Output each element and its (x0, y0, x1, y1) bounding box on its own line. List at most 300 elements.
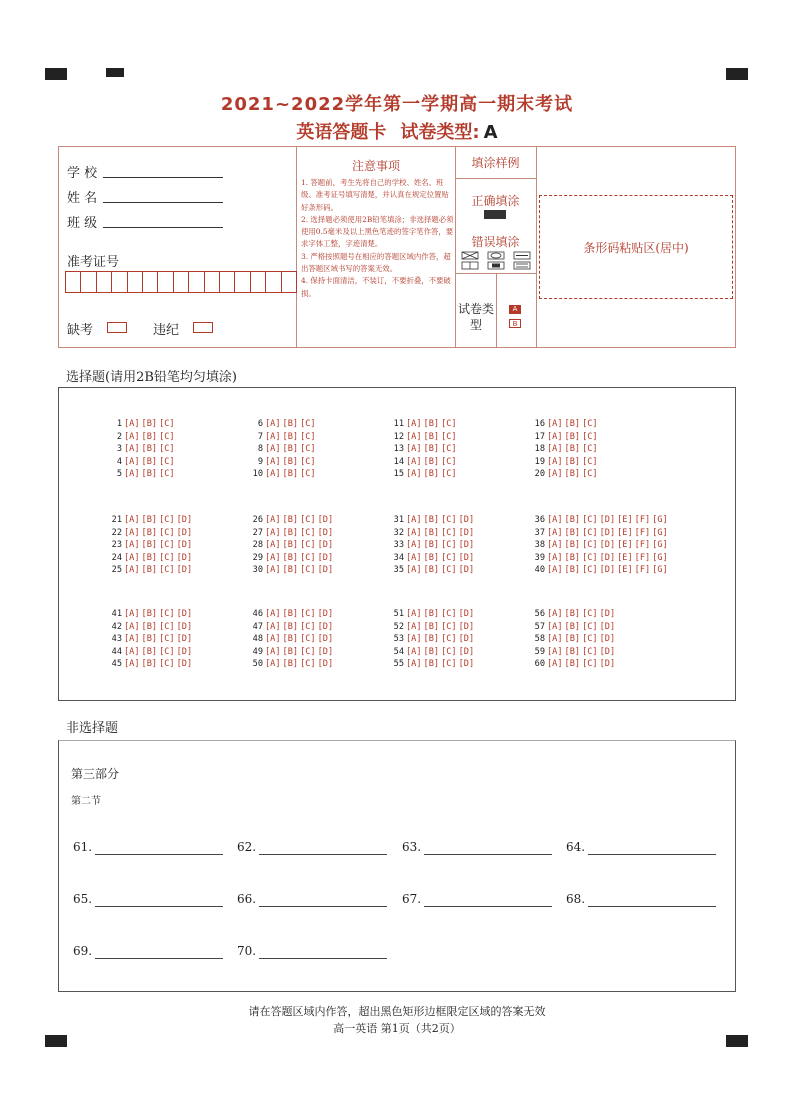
answer-bubble-b[interactable]: [B] (282, 419, 299, 429)
answer-blank[interactable] (73, 944, 92, 958)
answer-bubble-b[interactable]: [B] (282, 659, 299, 670)
answer-bubble-a[interactable]: [A] (124, 659, 140, 670)
answer-bubble-b[interactable]: [B] (564, 456, 581, 467)
question-row (386, 418, 459, 431)
question-group (245, 514, 335, 577)
answer-bubble-b[interactable]: [B] (282, 527, 299, 538)
answer-bubble-a[interactable]: [A] (547, 659, 563, 670)
answer-bubble-a[interactable]: [A] (124, 527, 140, 538)
answer-bubble-a[interactable]: [A] (406, 515, 422, 525)
question-group (245, 608, 335, 671)
question-number: 23 (111, 540, 122, 551)
answer-bubble-c[interactable]: [C] (582, 527, 598, 538)
answer-bubble-b[interactable]: [B] (564, 565, 581, 576)
correct-fill-label: 正确填涂 (471, 194, 520, 208)
blank-number: 69. (73, 944, 93, 958)
question-number: 36 (534, 515, 545, 525)
answer-bubble-a[interactable]: [A] (124, 540, 140, 551)
answer-bubble-b[interactable]: [B] (141, 469, 158, 480)
answer-bubble-a[interactable]: [A] (547, 621, 563, 632)
answer-bubble-c[interactable]: [C] (159, 634, 175, 645)
answer-bubble-d[interactable]: [D] (599, 621, 616, 632)
answer-bubble-d[interactable]: [D] (176, 659, 193, 670)
answer-bubble-a[interactable]: [A] (265, 515, 281, 525)
answer-bubble-c[interactable]: [C] (300, 469, 316, 480)
answer-bubble-d[interactable]: [D] (599, 634, 616, 645)
answer-bubble-g[interactable]: [G] (652, 540, 668, 551)
answer-bubble-d[interactable]: [D] (317, 515, 334, 525)
answer-bubble-a[interactable]: [A] (406, 527, 422, 538)
answer-bubble-b[interactable]: [B] (141, 527, 158, 538)
answer-bubble-d[interactable]: [D] (317, 527, 334, 538)
answer-bubble-c[interactable]: [C] (441, 469, 457, 480)
answer-bubble-d[interactable]: [D] (458, 659, 475, 670)
answer-bubble-c[interactable]: [C] (441, 621, 457, 632)
answer-blank[interactable] (237, 840, 256, 854)
class-field[interactable] (103, 227, 223, 228)
answer-bubble-d[interactable]: [D] (176, 552, 193, 563)
answer-bubble-a[interactable]: [A] (547, 634, 563, 645)
answer-bubble-c[interactable]: [C] (300, 565, 316, 576)
answer-bubble-b[interactable]: [B] (564, 552, 581, 563)
answer-bubble-a[interactable]: [A] (265, 634, 281, 645)
answer-bubble-c[interactable]: [C] (582, 419, 598, 429)
answer-bubble-b[interactable]: [B] (282, 456, 299, 467)
answer-bubble-a[interactable]: [A] (124, 469, 140, 480)
answer-bubble-f[interactable]: [F] (634, 527, 651, 538)
answer-bubble-c[interactable]: [C] (582, 552, 598, 563)
answer-bubble-c[interactable]: [C] (441, 565, 457, 576)
answer-bubble-c[interactable]: [C] (159, 552, 175, 563)
answer-bubble-d[interactable]: [D] (317, 609, 334, 619)
answer-bubble-b[interactable]: [B] (423, 552, 440, 563)
answer-bubble-b[interactable]: [B] (423, 646, 440, 657)
answer-bubble-d[interactable]: [D] (317, 621, 334, 632)
answer-bubble-b[interactable]: [B] (282, 469, 299, 480)
answer-bubble-g[interactable]: [G] (652, 527, 668, 538)
answer-bubble-b[interactable]: [B] (141, 552, 158, 563)
answer-bubble-c[interactable]: [C] (159, 527, 175, 538)
answer-bubble-e[interactable]: [E] (617, 565, 633, 576)
answer-bubble-d[interactable]: [D] (599, 515, 616, 525)
answer-bubble-c[interactable]: [C] (441, 609, 457, 619)
answer-bubble-c[interactable]: [C] (441, 456, 457, 467)
answer-bubble-c[interactable]: [C] (582, 515, 598, 525)
answer-bubble-d[interactable]: [D] (458, 527, 475, 538)
answer-bubble-d[interactable]: [D] (458, 540, 475, 551)
answer-bubble-d[interactable]: [D] (317, 646, 334, 657)
answer-bubble-b[interactable]: [B] (564, 527, 581, 538)
answer-bubble-b[interactable]: [B] (141, 431, 158, 442)
question-number: 31 (393, 515, 404, 525)
answer-bubble-b[interactable]: [B] (423, 444, 440, 455)
answer-bubble-c[interactable]: [C] (300, 540, 316, 551)
answer-bubble-b[interactable]: [B] (423, 469, 440, 480)
answer-bubble-f[interactable]: [F] (634, 552, 651, 563)
answer-bubble-c[interactable]: [C] (159, 456, 175, 467)
answer-bubble-c[interactable]: [C] (441, 431, 457, 442)
question-row (527, 527, 670, 540)
question-number: 6 (257, 419, 263, 429)
answer-bubble-c[interactable]: [C] (300, 552, 316, 563)
answer-bubble-c[interactable]: [C] (159, 431, 175, 442)
answer-bubble-a[interactable]: [A] (406, 444, 422, 455)
answer-bubble-c[interactable]: [C] (300, 515, 316, 525)
answer-bubble-c[interactable]: [C] (159, 609, 175, 619)
answer-bubble-c[interactable]: [C] (582, 456, 598, 467)
answer-blank[interactable] (237, 892, 256, 906)
answer-blank[interactable] (73, 892, 92, 906)
question-row (104, 658, 194, 671)
answer-bubble-a[interactable]: [A] (406, 469, 422, 480)
answer-bubble-d[interactable]: [D] (317, 552, 334, 563)
answer-bubble-b[interactable]: [B] (423, 634, 440, 645)
answer-bubble-d[interactable]: [D] (176, 565, 193, 576)
nonchoice-section-title: 非选择题 (66, 721, 119, 736)
answer-bubble-e[interactable]: [E] (617, 540, 633, 551)
answer-bubble-a[interactable]: [A] (124, 515, 140, 525)
answer-bubble-b[interactable]: [B] (141, 540, 158, 551)
answer-bubble-b[interactable]: [B] (141, 659, 158, 670)
answer-bubble-d[interactable]: [D] (317, 634, 334, 645)
answer-bubble-b[interactable]: [B] (423, 659, 440, 670)
answer-bubble-b[interactable]: [B] (282, 540, 299, 551)
answer-bubble-b[interactable]: [B] (282, 552, 299, 563)
answer-bubble-d[interactable]: [D] (599, 540, 616, 551)
answer-bubble-c[interactable]: [C] (441, 527, 457, 538)
answer-bubble-b[interactable]: [B] (141, 444, 158, 455)
answer-bubble-a[interactable]: [A] (547, 444, 563, 455)
answer-bubble-a[interactable]: [A] (265, 621, 281, 632)
answer-bubble-a[interactable]: [A] (547, 456, 563, 467)
answer-bubble-d[interactable]: [D] (458, 634, 475, 645)
question-row (245, 658, 335, 671)
answer-bubble-d[interactable]: [D] (317, 659, 334, 670)
name-field[interactable] (103, 202, 223, 203)
answer-bubble-a[interactable]: [A] (265, 565, 281, 576)
answer-bubble-d[interactable]: [D] (176, 515, 193, 525)
answer-bubble-b[interactable]: [B] (282, 565, 299, 576)
answer-bubble-a[interactable]: [A] (265, 456, 281, 467)
answer-bubble-a[interactable]: [A] (547, 552, 563, 563)
school-field[interactable] (103, 177, 223, 178)
question-row (527, 552, 670, 565)
question-number: 33 (393, 540, 404, 551)
question-number: 16 (534, 419, 545, 429)
answer-bubble-c[interactable]: [C] (300, 431, 316, 442)
answer-bubble-b[interactable]: [B] (564, 419, 581, 429)
answer-bubble-b[interactable]: [B] (564, 515, 581, 525)
paper-type-b-box[interactable]: B (509, 319, 521, 328)
answer-bubble-c[interactable]: [C] (159, 565, 175, 576)
answer-bubble-d[interactable]: [D] (458, 565, 475, 576)
answer-bubble-b[interactable]: [B] (282, 621, 299, 632)
answer-bubble-c[interactable]: [C] (159, 659, 175, 670)
answer-bubble-b[interactable]: [B] (282, 515, 299, 525)
answer-blank[interactable] (402, 892, 421, 906)
answer-bubble-b[interactable]: [B] (141, 621, 158, 632)
question-row (386, 539, 476, 552)
answer-bubble-b[interactable]: [B] (423, 540, 440, 551)
answer-bubble-a[interactable]: [A] (406, 552, 422, 563)
answer-bubble-c[interactable]: [C] (441, 444, 457, 455)
answer-bubble-c[interactable]: [C] (159, 646, 175, 657)
answer-bubble-b[interactable]: [B] (282, 646, 299, 657)
question-number: 4 (116, 456, 122, 467)
question-row (104, 621, 194, 634)
question-number: 12 (393, 431, 404, 442)
answer-bubble-d[interactable]: [D] (176, 540, 193, 551)
answer-bubble-b[interactable]: [B] (564, 609, 581, 619)
answer-bubble-a[interactable]: [A] (265, 469, 281, 480)
answer-bubble-b[interactable]: [B] (564, 621, 581, 632)
answer-bubble-d[interactable]: [D] (599, 609, 616, 619)
answer-bubble-c[interactable]: [C] (300, 659, 316, 670)
answer-bubble-c[interactable]: [C] (441, 634, 457, 645)
answer-bubble-b[interactable]: [B] (423, 431, 440, 442)
answer-bubble-a[interactable]: [A] (265, 552, 281, 563)
answer-bubble-b[interactable]: [B] (564, 659, 581, 670)
answer-bubble-b[interactable]: [B] (564, 444, 581, 455)
answer-bubble-d[interactable]: [D] (599, 565, 616, 576)
answer-bubble-a[interactable]: [A] (265, 431, 281, 442)
answer-bubble-a[interactable]: [A] (265, 540, 281, 551)
answer-bubble-d[interactable]: [D] (176, 609, 193, 619)
answer-bubble-b[interactable]: [B] (282, 431, 299, 442)
answer-bubble-a[interactable]: [A] (265, 609, 281, 619)
answer-bubble-d[interactable]: [D] (458, 621, 475, 632)
answer-bubble-c[interactable]: [C] (582, 540, 598, 551)
answer-bubble-b[interactable]: [B] (423, 609, 440, 619)
answer-bubble-a[interactable]: [A] (124, 456, 140, 467)
question-row (245, 418, 318, 431)
answer-bubble-a[interactable]: [A] (406, 456, 422, 467)
answer-bubble-c[interactable]: [C] (300, 527, 316, 538)
answer-bubble-b[interactable]: [B] (282, 444, 299, 455)
answer-bubble-a[interactable]: [A] (406, 431, 422, 442)
answer-bubble-b[interactable]: [B] (141, 419, 158, 429)
answer-bubble-c[interactable]: [C] (300, 621, 316, 632)
header-panel (58, 146, 736, 348)
answer-bubble-c[interactable]: [C] (300, 419, 316, 429)
question-number: 22 (111, 527, 122, 538)
answer-bubble-a[interactable]: [A] (406, 419, 422, 429)
answer-bubble-a[interactable]: [A] (406, 646, 422, 657)
answer-blank[interactable] (73, 840, 92, 854)
exam-id-boxes[interactable] (65, 271, 297, 293)
question-group (386, 608, 476, 671)
answer-bubble-d[interactable]: [D] (176, 634, 193, 645)
answer-bubble-c[interactable]: [C] (582, 469, 598, 480)
question-row (245, 443, 318, 456)
answer-bubble-c[interactable]: [C] (582, 621, 598, 632)
answer-bubble-a[interactable]: [A] (265, 527, 281, 538)
answer-bubble-c[interactable]: [C] (582, 659, 598, 670)
answer-bubble-d[interactable]: [D] (599, 552, 616, 563)
answer-bubble-d[interactable]: [D] (458, 609, 475, 619)
answer-bubble-b[interactable]: [B] (141, 565, 158, 576)
answer-bubble-b[interactable]: [B] (564, 431, 581, 442)
answer-bubble-c[interactable]: [C] (582, 609, 598, 619)
answer-bubble-c[interactable]: [C] (159, 469, 175, 480)
note-item: 4. 保持卡面清洁，不装订，不要折叠，不要破损。 (301, 276, 451, 298)
answer-bubble-c[interactable]: [C] (159, 419, 175, 429)
answer-bubble-a[interactable]: [A] (124, 646, 140, 657)
answer-bubble-a[interactable]: [A] (547, 469, 563, 480)
question-number: 14 (393, 456, 404, 467)
answer-bubble-a[interactable]: [A] (124, 444, 140, 455)
timing-mark (45, 1035, 67, 1047)
answer-bubble-a[interactable]: [A] (265, 659, 281, 670)
answer-bubble-d[interactable]: [D] (176, 646, 193, 657)
answer-bubble-c[interactable]: [C] (441, 552, 457, 563)
question-row (386, 633, 476, 646)
answer-bubble-c[interactable]: [C] (300, 634, 316, 645)
answer-bubble-a[interactable]: [A] (124, 609, 140, 619)
answer-bubble-c[interactable]: [C] (582, 431, 598, 442)
answer-bubble-a[interactable]: [A] (547, 565, 563, 576)
question-row (527, 608, 617, 621)
answer-bubble-f[interactable]: [F] (634, 515, 651, 525)
answer-bubble-a[interactable]: [A] (547, 527, 563, 538)
answer-bubble-c[interactable]: [C] (582, 444, 598, 455)
answer-bubble-d[interactable]: [D] (176, 527, 193, 538)
answer-bubble-a[interactable]: [A] (265, 419, 281, 429)
answer-bubble-a[interactable]: [A] (124, 621, 140, 632)
question-number: 5 (116, 469, 122, 480)
question-row (386, 552, 476, 565)
page-number: 高一英语 第1页（共2页） (333, 1022, 461, 1035)
answer-bubble-a[interactable]: [A] (406, 621, 422, 632)
answer-bubble-b[interactable]: [B] (282, 609, 299, 619)
question-number: 28 (252, 540, 263, 551)
answer-bubble-a[interactable]: [A] (547, 646, 563, 657)
note-item: 2. 选择题必须使用2B铅笔填涂；非选择题必须使用0.5毫米及以上黑色笔迹的签字笔作答，要求字体工整，字迹清楚。 (301, 214, 454, 249)
answer-bubble-a[interactable]: [A] (124, 634, 140, 645)
answer-bubble-d[interactable]: [D] (458, 515, 475, 525)
answer-bubble-c[interactable]: [C] (300, 609, 316, 619)
answer-bubble-c[interactable]: [C] (441, 646, 457, 657)
answer-bubble-c[interactable]: [C] (159, 515, 175, 525)
question-row (386, 608, 476, 621)
answer-bubble-a[interactable]: [A] (124, 431, 140, 442)
question-number: 7 (257, 431, 263, 442)
paper-type-value: A (483, 122, 498, 143)
answer-bubble-g[interactable]: [G] (652, 552, 668, 563)
answer-bubble-c[interactable]: [C] (582, 646, 598, 657)
answer-bubble-d[interactable]: [D] (458, 552, 475, 563)
answer-bubble-e[interactable]: [E] (617, 515, 633, 525)
answer-bubble-b[interactable]: [B] (564, 634, 581, 645)
answer-bubble-a[interactable]: [A] (547, 431, 563, 442)
answer-bubble-b[interactable]: [B] (141, 456, 158, 467)
question-group (104, 418, 177, 481)
answer-bubble-d[interactable]: [D] (599, 659, 616, 670)
answer-bubble-c[interactable]: [C] (582, 634, 598, 645)
absent-box[interactable] (107, 322, 127, 333)
answer-bubble-b[interactable]: [B] (423, 515, 440, 525)
paper-type-a-box[interactable]: A (509, 305, 521, 314)
answer-blank[interactable] (566, 840, 585, 854)
answer-bubble-d[interactable]: [D] (458, 646, 475, 657)
answer-bubble-b[interactable]: [B] (564, 646, 581, 657)
part-title: 第三部分 (71, 767, 120, 781)
answer-bubble-c[interactable]: [C] (441, 659, 457, 670)
answer-bubble-c[interactable]: [C] (300, 444, 316, 455)
answer-bubble-c[interactable]: [C] (159, 621, 175, 632)
answer-bubble-a[interactable]: [A] (547, 540, 563, 551)
answer-bubble-b[interactable]: [B] (282, 634, 299, 645)
answer-bubble-a[interactable]: [A] (406, 540, 422, 551)
answer-bubble-c[interactable]: [C] (441, 419, 457, 429)
answer-blank[interactable] (402, 840, 421, 854)
answer-bubble-b[interactable]: [B] (141, 634, 158, 645)
question-number: 17 (534, 431, 545, 442)
answer-bubble-a[interactable]: [A] (547, 515, 563, 525)
answer-bubble-a[interactable]: [A] (124, 419, 140, 429)
answer-blank[interactable] (566, 892, 585, 906)
answer-bubble-d[interactable]: [D] (176, 621, 193, 632)
answer-bubble-g[interactable]: [G] (652, 565, 668, 576)
answer-bubble-f[interactable]: [F] (634, 565, 651, 576)
answer-bubble-g[interactable]: [G] (652, 515, 668, 525)
question-group (245, 418, 318, 481)
answer-bubble-c[interactable]: [C] (441, 540, 457, 551)
violation-box[interactable] (193, 322, 213, 333)
answer-bubble-b[interactable]: [B] (423, 419, 440, 429)
answer-bubble-e[interactable]: [E] (617, 552, 633, 563)
answer-bubble-b[interactable]: [B] (423, 456, 440, 467)
question-number: 60 (534, 659, 545, 670)
answer-bubble-d[interactable]: [D] (317, 565, 334, 576)
answer-bubble-a[interactable]: [A] (406, 609, 422, 619)
answer-bubble-e[interactable]: [E] (617, 527, 633, 538)
answer-bubble-b[interactable]: [B] (564, 540, 581, 551)
answer-bubble-a[interactable]: [A] (547, 609, 563, 619)
answer-bubble-b[interactable]: [B] (423, 621, 440, 632)
answer-bubble-b[interactable]: [B] (423, 565, 440, 576)
answer-bubble-b[interactable]: [B] (141, 646, 158, 657)
answer-bubble-c[interactable]: [C] (159, 444, 175, 455)
fill-sample-title: 填涂样例 (471, 156, 520, 170)
answer-bubble-d[interactable]: [D] (317, 540, 334, 551)
answer-bubble-a[interactable]: [A] (124, 552, 140, 563)
question-number: 44 (111, 646, 122, 657)
answer-bubble-f[interactable]: [F] (634, 540, 651, 551)
answer-bubble-a[interactable]: [A] (547, 419, 563, 429)
answer-blank[interactable] (237, 944, 256, 958)
question-number: 21 (111, 515, 122, 525)
answer-bubble-d[interactable]: [D] (599, 527, 616, 538)
answer-bubble-a[interactable]: [A] (406, 634, 422, 645)
answer-bubble-a[interactable]: [A] (124, 565, 140, 576)
answer-bubble-a[interactable]: [A] (265, 444, 281, 455)
answer-bubble-a[interactable]: [A] (265, 646, 281, 657)
footer-warning: 请在答题区域内作答，超出黑色矩形边框限定区域的答案无效 (248, 1005, 546, 1018)
answer-bubble-a[interactable]: [A] (406, 659, 422, 670)
answer-bubble-a[interactable]: [A] (406, 565, 422, 576)
answer-bubble-b[interactable]: [B] (141, 515, 158, 525)
answer-bubble-c[interactable]: [C] (441, 515, 457, 525)
answer-bubble-b[interactable]: [B] (564, 469, 581, 480)
answer-bubble-b[interactable]: [B] (423, 527, 440, 538)
answer-bubble-d[interactable]: [D] (599, 646, 616, 657)
answer-bubble-c[interactable]: [C] (300, 646, 316, 657)
answer-bubble-c[interactable]: [C] (300, 456, 316, 467)
answer-bubble-c[interactable]: [C] (582, 565, 598, 576)
answer-bubble-b[interactable]: [B] (141, 609, 158, 619)
answer-bubble-c[interactable]: [C] (159, 540, 175, 551)
